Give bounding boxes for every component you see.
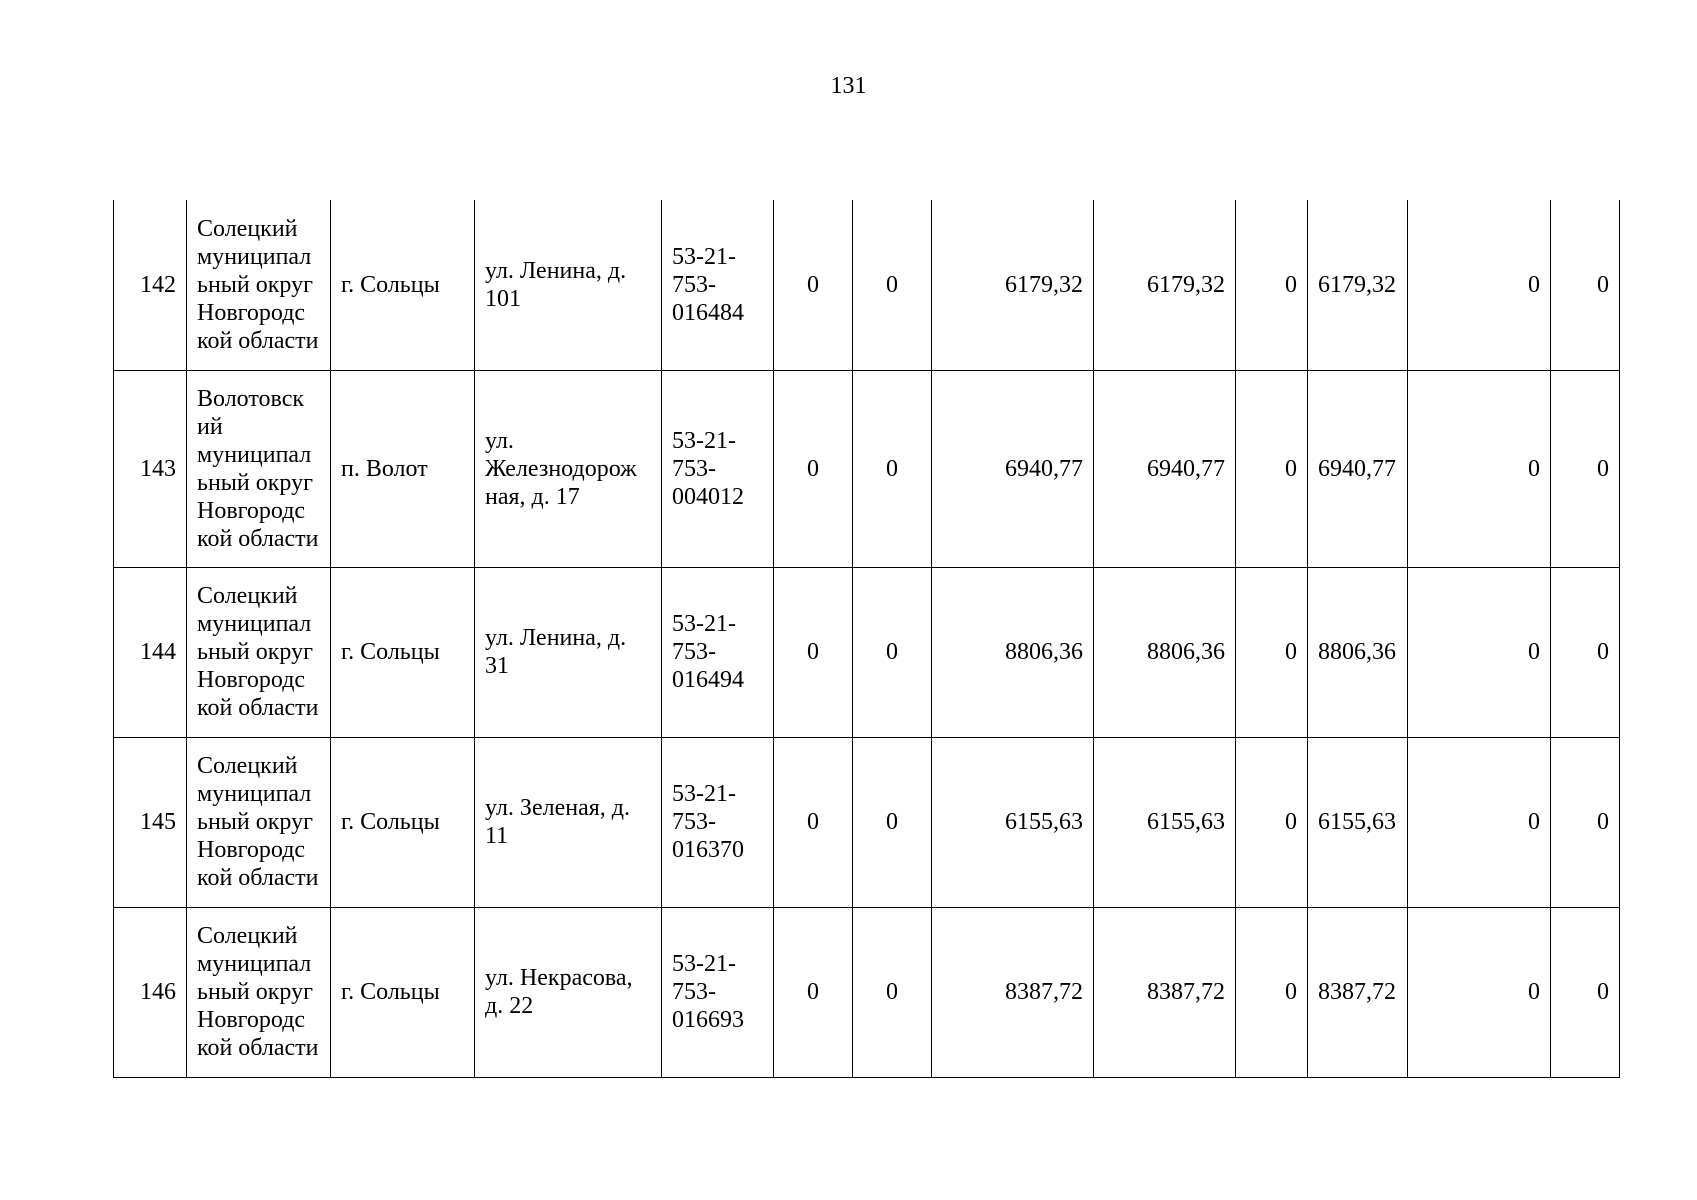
value-cell-3: 8806,36 xyxy=(932,567,1094,737)
value-cell-2: 0 xyxy=(853,907,932,1077)
row-number-cell: 144 xyxy=(114,567,187,737)
table-row xyxy=(114,200,1620,370)
data-table xyxy=(113,200,1620,1078)
value-cell-8: 0 xyxy=(1551,200,1620,370)
value-cell-8: 0 xyxy=(1551,370,1620,567)
district-cell: Солецкий муниципал ьный округ Новгородс кой области xyxy=(187,737,331,907)
value-cell-7: 0 xyxy=(1408,907,1551,1077)
address-cell: ул. Ленина, д. 101 xyxy=(475,200,662,370)
row-number-cell: 146 xyxy=(114,907,187,1077)
value-cell-1: 0 xyxy=(774,907,853,1077)
value-cell-5: 0 xyxy=(1236,200,1308,370)
settlement-cell: г. Сольцы xyxy=(331,737,475,907)
value-cell-3: 6179,32 xyxy=(932,200,1094,370)
code-cell: 53-21- 753- 016693 xyxy=(662,907,774,1077)
value-cell-6: 8806,36 xyxy=(1308,567,1408,737)
value-cell-5: 0 xyxy=(1236,567,1308,737)
code-cell: 53-21- 753- 016494 xyxy=(662,567,774,737)
value-cell-5: 0 xyxy=(1236,907,1308,1077)
value-cell-6: 6940,77 xyxy=(1308,370,1408,567)
table-row xyxy=(114,567,1620,737)
value-cell-7: 0 xyxy=(1408,737,1551,907)
value-cell-7: 0 xyxy=(1408,200,1551,370)
row-number-cell: 143 xyxy=(114,370,187,567)
row-number-cell: 145 xyxy=(114,737,187,907)
value-cell-6: 6155,63 xyxy=(1308,737,1408,907)
address-cell: ул. Железнодорож ная, д. 17 xyxy=(475,370,662,567)
value-cell-4: 6179,32 xyxy=(1094,200,1236,370)
district-cell: Солецкий муниципал ьный округ Новгородс кой области xyxy=(187,907,331,1077)
settlement-cell: г. Сольцы xyxy=(331,567,475,737)
value-cell-3: 6940,77 xyxy=(932,370,1094,567)
row-number-cell: 142 xyxy=(114,200,187,370)
value-cell-3: 8387,72 xyxy=(932,907,1094,1077)
table-row xyxy=(114,907,1620,1077)
value-cell-4: 6155,63 xyxy=(1094,737,1236,907)
value-cell-2: 0 xyxy=(853,370,932,567)
value-cell-7: 0 xyxy=(1408,567,1551,737)
value-cell-1: 0 xyxy=(774,567,853,737)
district-cell: Солецкий муниципал ьный округ Новгородс кой области xyxy=(187,567,331,737)
value-cell-5: 0 xyxy=(1236,370,1308,567)
value-cell-8: 0 xyxy=(1551,907,1620,1077)
address-cell: ул. Зеленая, д. 11 xyxy=(475,737,662,907)
code-cell: 53-21- 753- 016370 xyxy=(662,737,774,907)
code-cell: 53-21- 753- 004012 xyxy=(662,370,774,567)
value-cell-4: 6940,77 xyxy=(1094,370,1236,567)
settlement-cell: г. Сольцы xyxy=(331,200,475,370)
district-cell: Солецкий муниципал ьный округ Новгородс кой области xyxy=(187,200,331,370)
value-cell-1: 0 xyxy=(774,200,853,370)
page-number: 131 xyxy=(830,73,867,99)
code-cell: 53-21- 753- 016484 xyxy=(662,200,774,370)
value-cell-1: 0 xyxy=(774,737,853,907)
table-row xyxy=(114,370,1620,567)
value-cell-6: 8387,72 xyxy=(1308,907,1408,1077)
value-cell-4: 8387,72 xyxy=(1094,907,1236,1077)
address-cell: ул. Ленина, д. 31 xyxy=(475,567,662,737)
value-cell-2: 0 xyxy=(853,567,932,737)
value-cell-5: 0 xyxy=(1236,737,1308,907)
address-cell: ул. Некрасова, д. 22 xyxy=(475,907,662,1077)
value-cell-3: 6155,63 xyxy=(932,737,1094,907)
value-cell-1: 0 xyxy=(774,370,853,567)
value-cell-2: 0 xyxy=(853,200,932,370)
value-cell-6: 6179,32 xyxy=(1308,200,1408,370)
value-cell-2: 0 xyxy=(853,737,932,907)
district-cell: Волотовск ий муниципал ьный округ Новгородс кой области xyxy=(187,370,331,567)
settlement-cell: п. Волот xyxy=(331,370,475,567)
settlement-cell: г. Сольцы xyxy=(331,907,475,1077)
value-cell-7: 0 xyxy=(1408,370,1551,567)
value-cell-8: 0 xyxy=(1551,737,1620,907)
table-row xyxy=(114,737,1620,907)
value-cell-4: 8806,36 xyxy=(1094,567,1236,737)
value-cell-8: 0 xyxy=(1551,567,1620,737)
